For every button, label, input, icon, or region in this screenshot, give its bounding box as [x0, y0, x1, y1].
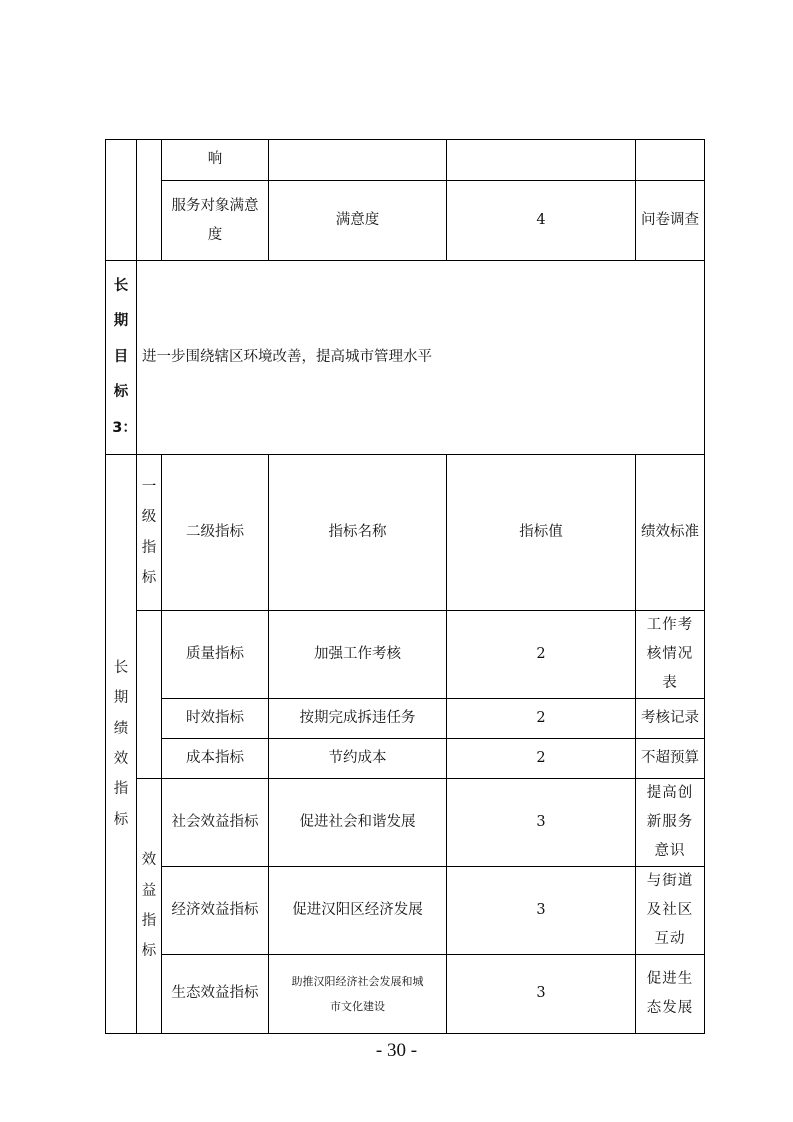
- indicator-name-cell: 节约成本: [269, 739, 447, 779]
- indicator-name-cell: 加强工作考核: [269, 611, 447, 699]
- benefit-label-cell: 效益指标: [137, 779, 162, 1034]
- blank-cell: [106, 140, 137, 261]
- indicator-value-cell: 2: [447, 611, 636, 699]
- header-value: 指标值: [447, 455, 636, 611]
- header-name: 指标名称: [269, 455, 447, 611]
- secondary-indicator-cell: 生态效益指标: [162, 955, 269, 1034]
- table-row: [106, 181, 705, 261]
- performance-standard-cell: 提高创新服务意识: [636, 779, 705, 867]
- table-row: [106, 699, 705, 739]
- header-standard: 绩效标准: [636, 455, 705, 611]
- performance-standard-cell: 促进生态发展: [636, 955, 705, 1034]
- indicator-value-cell: 2: [447, 699, 636, 739]
- indicator-value-cell: 2: [447, 739, 636, 779]
- table-row: [106, 739, 705, 779]
- indicator-name-cell: 助推汉阳经济社会发展和城市文化建设: [269, 955, 447, 1034]
- goal-text-cell: 进一步围绕辖区环境改善，提高城市管理水平: [137, 261, 705, 455]
- goal-row: [106, 261, 705, 455]
- indicator-value-cell: 4: [447, 181, 636, 261]
- blank-cell: [269, 140, 447, 181]
- indicator-name-cell: 满意度: [269, 181, 447, 261]
- secondary-indicator-cell: 社会效益指标: [162, 779, 269, 867]
- section-label-cell: 长期绩效指标: [106, 455, 137, 1034]
- header-level1: 一级指标: [137, 455, 162, 611]
- table-row: [106, 611, 705, 699]
- blank-cell: [137, 140, 162, 261]
- indicator-value-cell: 3: [447, 779, 636, 867]
- secondary-indicator-cell: 质量指标: [162, 611, 269, 699]
- table-row: [106, 779, 705, 867]
- indicator-name-cell: 促进汉阳区经济发展: [269, 867, 447, 955]
- performance-standard-cell: 与街道及社区互动: [636, 867, 705, 955]
- goal-label-cell: 长期目标3：: [106, 261, 137, 455]
- indicator-name-cell: 按期完成拆违任务: [269, 699, 447, 739]
- header-row: [106, 455, 705, 611]
- page-number: - 30 -: [375, 1040, 418, 1061]
- table-row: [106, 140, 705, 181]
- secondary-indicator-cell: 响: [162, 140, 269, 181]
- header-level2: 二级指标: [162, 455, 269, 611]
- blank-cell: [447, 140, 636, 181]
- secondary-indicator-cell: 时效指标: [162, 699, 269, 739]
- performance-standard-cell: 不超预算: [636, 739, 705, 779]
- secondary-indicator-cell: 成本指标: [162, 739, 269, 779]
- indicator-value-cell: 3: [447, 867, 636, 955]
- table-row: [106, 955, 705, 1034]
- performance-standard-cell: 工作考核情况表: [636, 611, 705, 699]
- table-row: [106, 867, 705, 955]
- secondary-indicator-cell: 经济效益指标: [162, 867, 269, 955]
- performance-standard-cell: 问卷调查: [636, 181, 705, 261]
- blank-cell: [636, 140, 705, 181]
- indicator-name-cell: 促进社会和谐发展: [269, 779, 447, 867]
- blank-cell: [137, 611, 162, 779]
- indicator-value-cell: 3: [447, 955, 636, 1034]
- performance-table: [105, 139, 705, 1034]
- performance-standard-cell: 考核记录: [636, 699, 705, 739]
- secondary-indicator-cell: 服务对象满意度: [162, 181, 269, 261]
